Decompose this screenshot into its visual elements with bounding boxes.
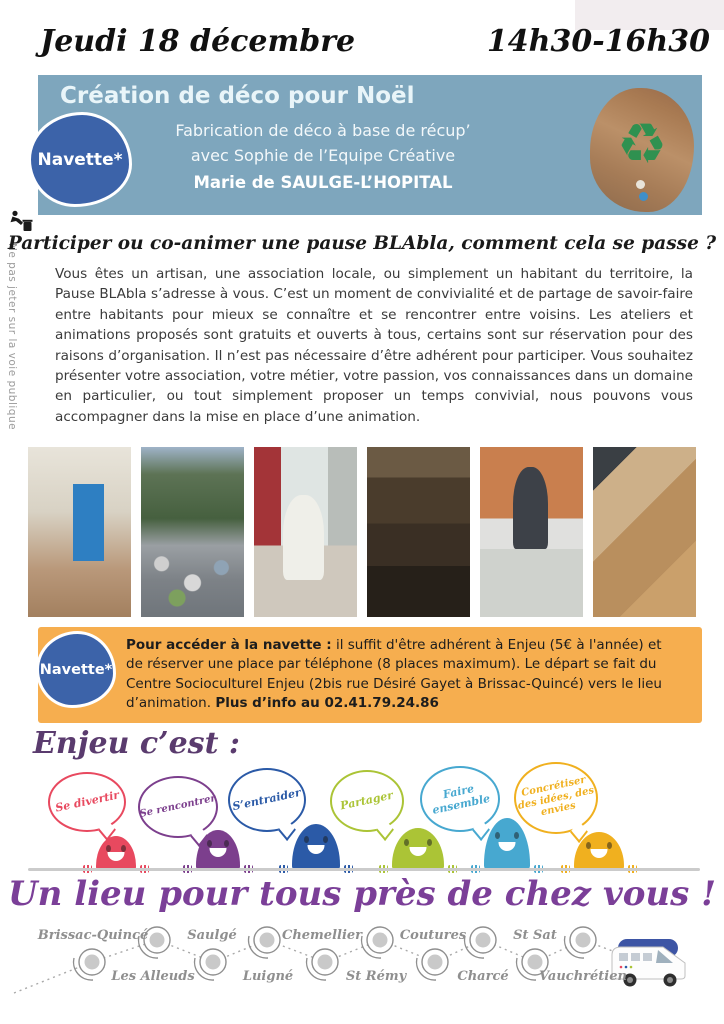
speech-bubble-concretiser — [514, 762, 598, 834]
event-title: Création de déco pour Noël — [60, 83, 415, 109]
speech-bubble-partager — [330, 770, 404, 832]
bubble-label: Concrétiser des idées, des envies — [516, 774, 596, 819]
recycling-photo — [590, 88, 694, 212]
mascot-eye — [404, 839, 409, 846]
event-location: Marie de SAULGE-L’HOPITAL — [193, 173, 453, 192]
speech-bubble-se-divertir — [48, 772, 126, 832]
shuttle-text-body: il suffit d'être adhérent à Enjeu (5€ à l'année) et de réserver une place par téléphone (8 places maximum). Le départ se fait du Centre Socioculturel Enjeu (2bis rue Désiré Gayet à Brissac-Quincé) vers le lieu d’animation. — [126, 637, 662, 711]
bubble-tail — [278, 819, 296, 841]
photo-detail — [141, 541, 244, 618]
mascot-green — [392, 828, 444, 870]
speech-bubble-faire-ensemble — [420, 766, 500, 832]
mascot-eye — [427, 839, 432, 846]
do-not-litter-icon — [7, 210, 33, 232]
tagline: Un lieu pour tous près de chez vous ! — [7, 874, 717, 914]
mascot-eye — [607, 842, 612, 849]
recycle-icon: ♻ — [616, 112, 668, 178]
map-label-saulge: Saulgé — [187, 928, 237, 943]
shuttle-badge-2-label: Navette* — [39, 661, 113, 678]
map-label-st-remy: St Rémy — [345, 969, 407, 984]
mascot-mouth — [308, 845, 325, 854]
shuttle-badge-2 — [36, 631, 116, 708]
bubble-label: Se divertir — [53, 788, 120, 815]
ground-line — [28, 868, 700, 871]
event-subtitle-2: avec Sophie de l’Equipe Créative — [190, 146, 456, 165]
mascot-eye — [323, 836, 328, 843]
enjeu-heading: Enjeu c’est : — [33, 726, 240, 761]
mascot-eye — [224, 840, 229, 847]
photo-atelier-peinture — [28, 447, 131, 617]
photo-atelier-table — [480, 447, 583, 617]
photo-sortie-groupe — [141, 447, 244, 617]
speech-bubble-se-rencontrer — [138, 776, 218, 838]
bottle-cap-blue — [639, 192, 648, 201]
mascot-eye — [586, 842, 591, 849]
photo-atelier-cuisine — [254, 447, 357, 617]
shuttle-info-panel — [38, 627, 702, 723]
shuttle-badge — [28, 112, 132, 207]
photo-detail — [73, 484, 104, 561]
photo-vannerie — [593, 447, 696, 617]
mascot-mouth — [210, 848, 227, 857]
map-label-charce: Charcé — [457, 969, 509, 984]
pause-blabla-body: Vous êtes un artisan, une association locale, ou simplement un habitant du territoire, la Pause BLAbla s’adresse à vous. C’est un moment de convivialité et de partage de savoir-faire entre habitants pour mieux se connaître et se rencontrer entre voisins. Les ateliers et animations proposés sont gratuits et ouverts à tous, certains sont sur réservation pour des raisons d’organisation. Il n’est pas nécessaire d’être adhérent pour participer. Vous souhaitez présenter votre association, votre métier, votre passion, vos connaissances dans un domaine en particulier, ou tout simplement proposer un temps convivial, nous pouvons vous accompagner dans la mise en place d’une animation. — [55, 266, 693, 425]
shuttle-phone-bold: Plus d’info au 02.41.79.24.86 — [215, 694, 439, 711]
photo-detail — [513, 467, 548, 549]
shuttle-badge-label: Navette* — [37, 149, 123, 170]
speech-bubble-sentraider — [228, 768, 306, 832]
mascot-mouth — [410, 847, 427, 856]
side-note-vertical: Ne pas jeter sur la voie publique — [6, 243, 18, 431]
mascot-mouth — [591, 849, 608, 858]
mascot-eye — [207, 840, 212, 847]
bubble-label: Se rencontrer — [138, 793, 218, 821]
event-time: 14h30-16h30 — [486, 24, 710, 59]
shuttle-info-text — [126, 636, 678, 713]
bubble-label: Faire ensemble — [431, 782, 492, 817]
map-label-les-alleuds: Les Alleuds — [111, 969, 195, 984]
mascot-eye — [514, 832, 519, 839]
photo-forge — [367, 447, 470, 617]
event-subtitle-1: Fabrication de déco à base de récup’ — [175, 121, 471, 140]
map-label-brissac-quince: Brissac-Quincé — [37, 928, 149, 943]
pause-blabla-heading: Participer ou co-animer une pause BLAbla, comment cela se passe ? — [7, 233, 717, 254]
map-label-chemellier: Chemellier — [281, 928, 363, 943]
mascot-mouth — [108, 852, 125, 861]
mascot-skyblue — [484, 818, 530, 870]
map-label-coutures: Coutures — [399, 928, 467, 943]
bottle-cap-white — [636, 180, 645, 189]
map-label-luigne: Luigné — [242, 969, 294, 984]
bubble-label: S’entraider — [231, 785, 303, 813]
map-label-vauchretien: Vauchrétien — [539, 969, 627, 984]
mascot-eye — [304, 836, 309, 843]
mascot-red — [96, 836, 136, 870]
mascot-blue — [292, 824, 340, 870]
mascot-mouth — [499, 842, 516, 851]
mascot-eye — [495, 832, 500, 839]
bubble-tail — [376, 819, 394, 841]
bubble-label: Partager — [339, 788, 395, 813]
event-date: Jeudi 18 décembre — [40, 24, 356, 59]
photo-detail — [283, 495, 324, 580]
shuttle-intro-bold: Pour accéder à la navette : — [126, 637, 332, 653]
map-label-st-sat: St Sat — [513, 928, 557, 943]
